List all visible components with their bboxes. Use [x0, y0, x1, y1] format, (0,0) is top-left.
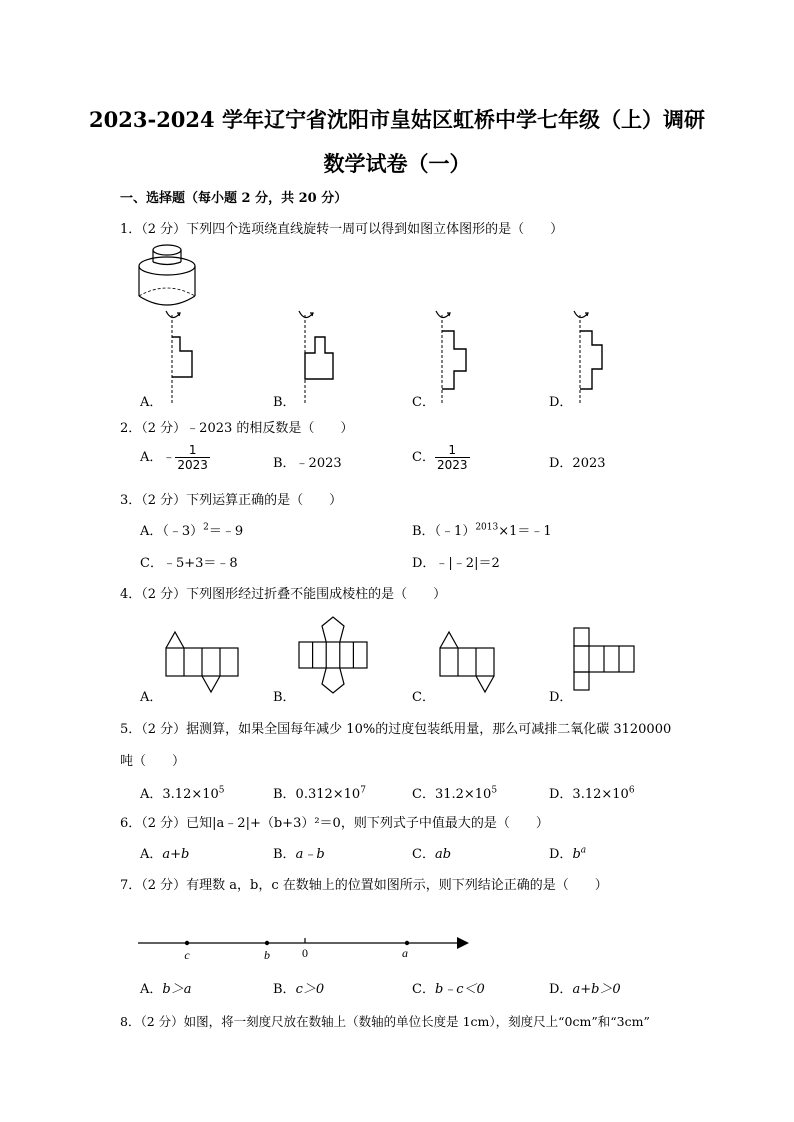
- question-5-line-2: 吨（ ）: [120, 754, 186, 769]
- option-label: C．: [412, 847, 435, 862]
- option-1c[interactable]: C．: [412, 395, 435, 410]
- option-expression: ab: [434, 847, 452, 862]
- title-line-2: 数学试卷（一）: [323, 151, 471, 176]
- option-3d[interactable]: D．﹣|﹣2|＝2: [412, 556, 500, 571]
- option-expression: b: [572, 847, 581, 862]
- option-label: A．: [140, 847, 163, 862]
- option-7d[interactable]: [549, 978, 621, 997]
- option-expression: a+b: [162, 847, 190, 862]
- exponent: 2: [203, 522, 209, 533]
- option-3b[interactable]: [412, 520, 552, 539]
- option-1b[interactable]: B．: [273, 395, 296, 410]
- option-6a[interactable]: [140, 843, 189, 862]
- option-label: B．: [273, 847, 296, 862]
- option-6b[interactable]: [273, 843, 325, 862]
- option-label: A．: [140, 450, 163, 465]
- option-label: B．: [273, 982, 296, 997]
- option-label: D．: [549, 982, 573, 997]
- question-5-line-1: 5．（2 分）据测算，如果全国每年减少 10%的过度包装纸用量，那么可减排二氧化碳 3120000: [120, 722, 672, 737]
- question-6: 6．（2 分）已知|a﹣2|+（b+3）²＝0，则下列式子中值最大的是（ ）: [120, 816, 549, 831]
- title-line-1: 2023-2024 学年辽宁省沈阳市皇姑区虹桥中学七年级（上）调研: [89, 107, 705, 132]
- point-c: [185, 941, 189, 945]
- exponent: 2013: [475, 522, 499, 533]
- option-expression: b﹣c＜0: [434, 982, 485, 997]
- label-b: b: [264, 948, 270, 962]
- question-2: 2．（2 分）﹣2023 的相反数是（ ）: [120, 421, 354, 436]
- option-1a-figure: [158, 305, 208, 405]
- option-label: A．: [140, 982, 163, 997]
- option-text: A．（﹣3）: [140, 524, 204, 539]
- question-8: 8．（2 分）如图，将一刻度尺放在数轴上（数轴的单位长度是 1cm），刻度尺上“0cm”和“3cm”: [120, 1014, 650, 1029]
- option-2d[interactable]: D．2023: [549, 456, 606, 471]
- option-label: C．: [412, 982, 435, 997]
- net-figure-d: [570, 624, 640, 700]
- option-1d[interactable]: D．: [549, 395, 573, 410]
- option-text: ＝﹣9: [208, 524, 244, 539]
- denominator: 2023: [177, 458, 208, 472]
- option-expression: a﹣b: [295, 847, 325, 862]
- option-4a[interactable]: A．: [140, 690, 163, 705]
- label-a: a: [402, 946, 408, 960]
- option-1c-figure: [432, 305, 482, 405]
- section-heading: 一、选择题（每小题 2 分，共 20 分）: [120, 191, 348, 206]
- fraction: [435, 443, 470, 472]
- option-4c[interactable]: C．: [412, 690, 435, 705]
- question-7: 7．（2 分）有理数 a，b，c 在数轴上的位置如图所示，则下列结论正确的是（ ）: [120, 878, 608, 893]
- question-1: 1．（2 分）下列四个选项绕直线旋转一周可以得到如图立体图形的是（ ）: [120, 222, 564, 237]
- point-a: [405, 941, 409, 945]
- option-7b[interactable]: [273, 978, 324, 997]
- option-1d-figure: [570, 305, 620, 405]
- option-6d[interactable]: [549, 843, 586, 862]
- fraction: [175, 443, 210, 472]
- exponent: 5: [218, 785, 225, 796]
- exponent: a: [580, 845, 587, 856]
- option-6c[interactable]: [412, 843, 451, 862]
- option-1a[interactable]: A．: [140, 395, 163, 410]
- solid-figure: [135, 240, 210, 315]
- label-zero: 0: [302, 946, 308, 960]
- exponent: 5: [491, 785, 498, 796]
- option-4b[interactable]: B．: [273, 690, 296, 705]
- option-text: D．3.12×10: [549, 787, 629, 802]
- option-2c[interactable]: [412, 443, 470, 472]
- net-figure-a: [158, 628, 248, 698]
- number-line: [135, 930, 480, 966]
- minus-sign: ﹣: [162, 450, 176, 465]
- question-3: 3．（2 分）下列运算正确的是（ ）: [120, 493, 343, 508]
- option-text: A．3.12×10: [140, 787, 219, 802]
- net-figure-c: [432, 628, 512, 698]
- numerator: 1: [435, 443, 470, 458]
- option-text: C．31.2×10: [412, 787, 492, 802]
- option-1b-figure: [295, 305, 345, 405]
- option-5c[interactable]: [412, 783, 497, 802]
- option-2a[interactable]: [140, 443, 210, 472]
- option-expression: b＞a: [162, 982, 192, 997]
- exponent: 6: [628, 785, 635, 796]
- option-2b[interactable]: B．﹣2023: [273, 456, 342, 471]
- option-3a[interactable]: [140, 520, 243, 539]
- net-figure-b: [295, 614, 375, 698]
- option-text: ×1＝﹣1: [498, 524, 552, 539]
- option-5b[interactable]: [273, 783, 366, 802]
- point-b: [265, 941, 269, 945]
- exponent: 7: [360, 785, 366, 796]
- question-4: 4．（2 分）下列图形经过折叠不能围成棱柱的是（ ）: [120, 587, 447, 602]
- option-label: D．: [549, 847, 573, 862]
- option-expression: a+b＞0: [572, 982, 621, 997]
- label-c: c: [184, 948, 190, 962]
- option-text: B．（﹣1）: [412, 524, 476, 539]
- option-4d[interactable]: D．: [549, 690, 573, 705]
- option-text: B．0.312×10: [273, 787, 361, 802]
- denominator: 2023: [436, 458, 468, 472]
- option-5d[interactable]: [549, 783, 635, 802]
- option-5a[interactable]: [140, 783, 225, 802]
- option-3c[interactable]: C．﹣5+3＝﹣8: [140, 556, 238, 571]
- option-7c[interactable]: [412, 978, 485, 997]
- option-7a[interactable]: [140, 978, 191, 997]
- option-label: C．: [412, 450, 435, 465]
- numerator: 1: [175, 443, 210, 458]
- option-expression: c＞0: [295, 982, 325, 997]
